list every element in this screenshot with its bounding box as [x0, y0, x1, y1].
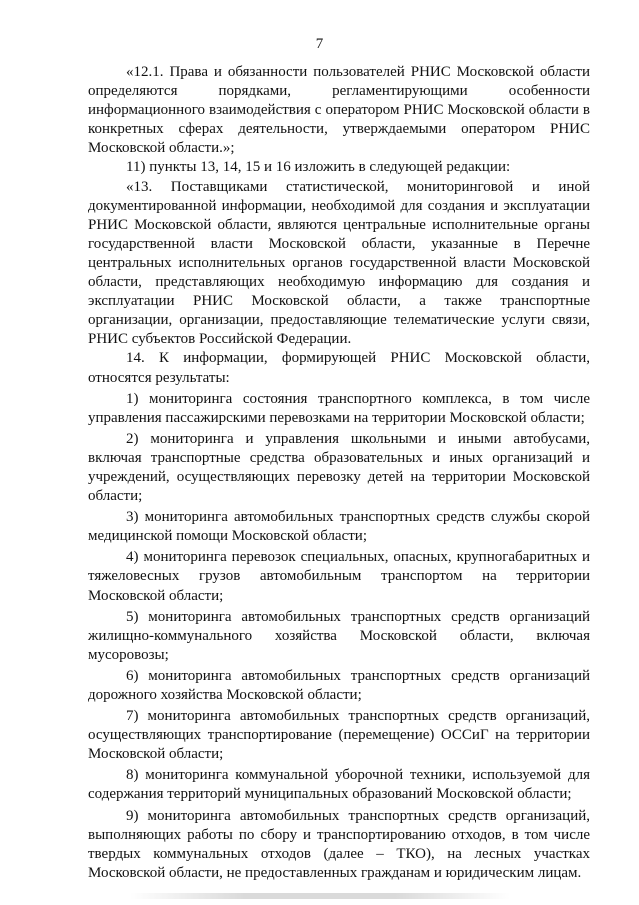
list-item: 2) мониторинга и управления школьными и иными автобусами, включая транспортные средства образовательных и иных организаций и учреждений, осуществляющих перевозку детей на территории Московской области; [88, 430, 590, 505]
list-item: 3) мониторинга автомобильных транспортных средств службы скорой медицинской помощи Московской области; [88, 509, 590, 545]
list-item: 9) мониторинга автомобильных транспортных средств организаций, выполняющих работы по сбору и транспортированию отходов, в том числе твердых коммунальных отходов (далее – ТКО), на лесных участках Московской области, не предоставленных гражданам и юридическим лицам. [88, 807, 590, 881]
list-item: 4) мониторинга перевозок специальных, опасных, крупногабаритных и тяжеловесных грузов автомобильным транспортом на территории Московской области; [88, 549, 590, 604]
list-item: 6) мониторинга автомобильных транспортных средств организаций дорожного хозяйства Московской области; [88, 667, 590, 703]
paragraph-14: 14. К информации, формирующей РНИС Московской области, относятся результаты: [88, 350, 590, 386]
list-item: 5) мониторинга автомобильных транспортных средств организаций жилищно-коммунального хозяйства Московской области, включая мусоровозы; [88, 608, 590, 663]
paragraph-13: «13. Поставщиками статистической, мониторинговой и иной документированной информации, необходимой для создания и эксплуатации РНИС Московской области, являются центральные исполнительные органы государственной власти Московской области, указанные в Перечне центральных исполнительных органов государственной власти Московской области, представляющих необходимую информацию для создания и эксплуатации РНИС Московской области, а также транспортные организации, организации, предоставляющие телематические услуги связи, РНИС субъектов Российской Федерации. [88, 178, 590, 348]
document-body [88, 63, 590, 883]
scan-artifact [130, 893, 510, 899]
list-item: 1) мониторинга состояния транспортного комплекса, в том числе управления пассажирскими перевозками на территории Московской области; [88, 390, 590, 426]
page-number: 7 [315, 36, 324, 52]
list-item: 8) мониторинга коммунальной уборочной техники, используемой для содержания территорий муниципальных образований Московской области; [88, 767, 590, 803]
list-item: 7) мониторинга автомобильных транспортных средств организаций, осуществляющих транспортирование (перемещение) ОССиГ на территории Московской области; [88, 708, 590, 763]
paragraph-12-1: «12.1. Права и обязанности пользователей РНИС Московской области определяются порядками, регламентирующими особенности информационного взаимодействия с оператором РНИС Московской области в конкретных сферах деятельности, утверждаемыми оператором РНИС Московской области.»; [88, 64, 590, 157]
paragraph-amendment-intro: 11) пункты 13, 14, 15 и 16 изложить в следующей редакции: [126, 159, 511, 176]
